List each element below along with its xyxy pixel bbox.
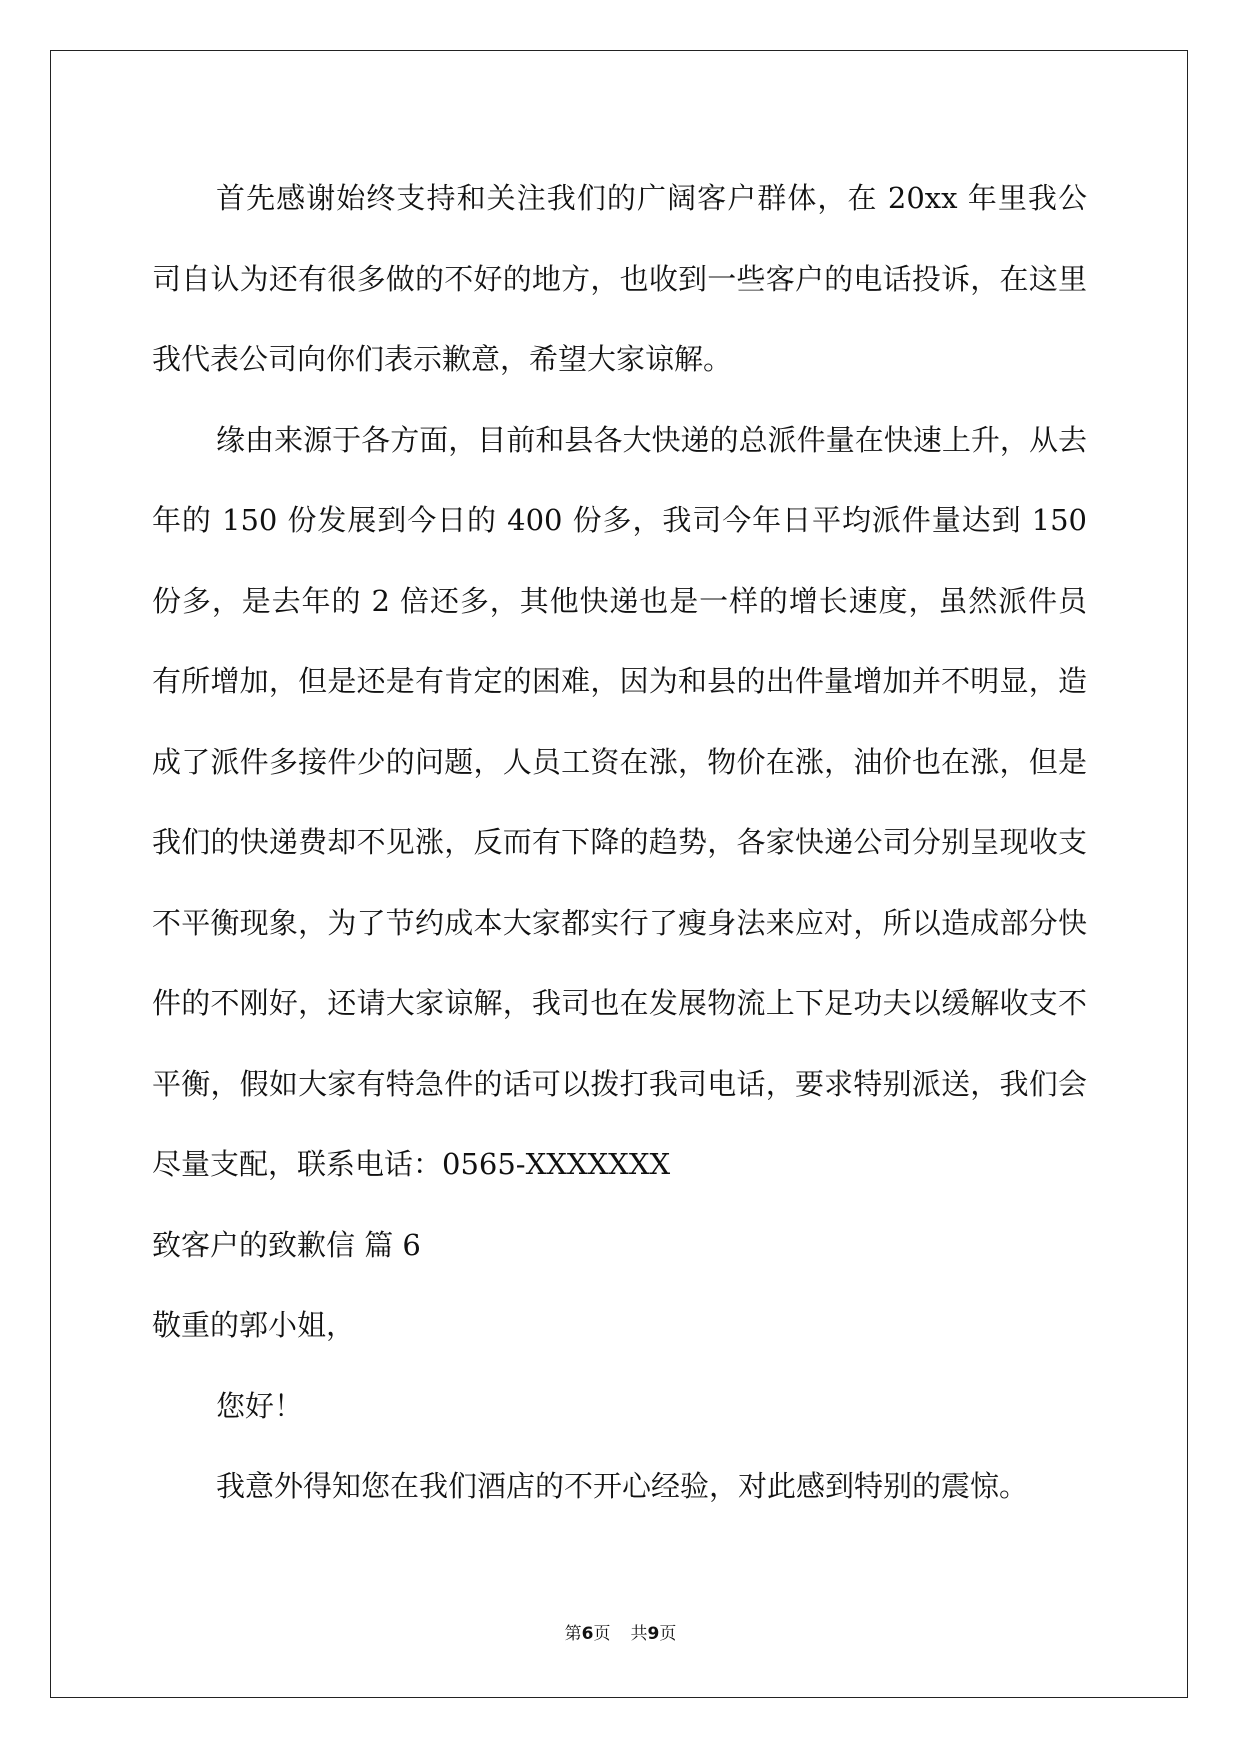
paragraph-apology: 我意外得知您在我们酒店的不开心经验，对此感到特别的震惊。 (216, 1469, 1029, 1503)
page-number: 6 (581, 1624, 594, 1644)
paragraph-intro: 首先感谢始终支持和关注我们的广阔客户群体，在 20xx 年里我公司自认为还有很多做的不好的地方，也收到一些客户的电话投诉，在这里我代表公司向你们表示歉意，希望大家谅解。 (152, 181, 1087, 376)
salutation: 敬重的郭小姐， (152, 1308, 356, 1342)
page-footer (0, 1619, 1241, 1644)
document-body (152, 158, 1087, 1527)
total-suffix: 页 (659, 1624, 677, 1644)
section-heading: 致客户的致歉信 篇 6 (152, 1227, 421, 1262)
total-pages: 9 (647, 1624, 660, 1644)
page-prefix: 第 (564, 1624, 582, 1644)
total-prefix: 共 (630, 1624, 648, 1644)
paragraph-reason: 缘由来源于各方面，目前和县各大快递的总派件量在快速上升，从去年的 150 份发展到今日的 400 份多，我司今年日平均派件量达到 150 份多，是去年的 2 倍还多，其他快递也是一样的增长速度，虽然派件员有所增加，但是还是有肯定的困难，因为和县的出件量增加并不明显，造成了派件多接件少的问题，人员工资在涨，物价在涨，油价也在涨，但是我们的快递费却不见涨，反而有下降的趋势，各家快递公司分别呈现收支不平衡现象，为了节约成本大家都实行了瘦身法来应对，所以造成部分快件的不刚好，还请大家谅解，我司也在发展物流上下足功夫以缓解收支不平衡，假如大家有特急件的话可以拨打我司电话，要求特别派送，我们会尽量支配，联系电话：0565-XXXXXXX (152, 422, 1087, 1181)
greeting: 您好！ (216, 1388, 304, 1423)
page-suffix: 页 (593, 1624, 611, 1644)
